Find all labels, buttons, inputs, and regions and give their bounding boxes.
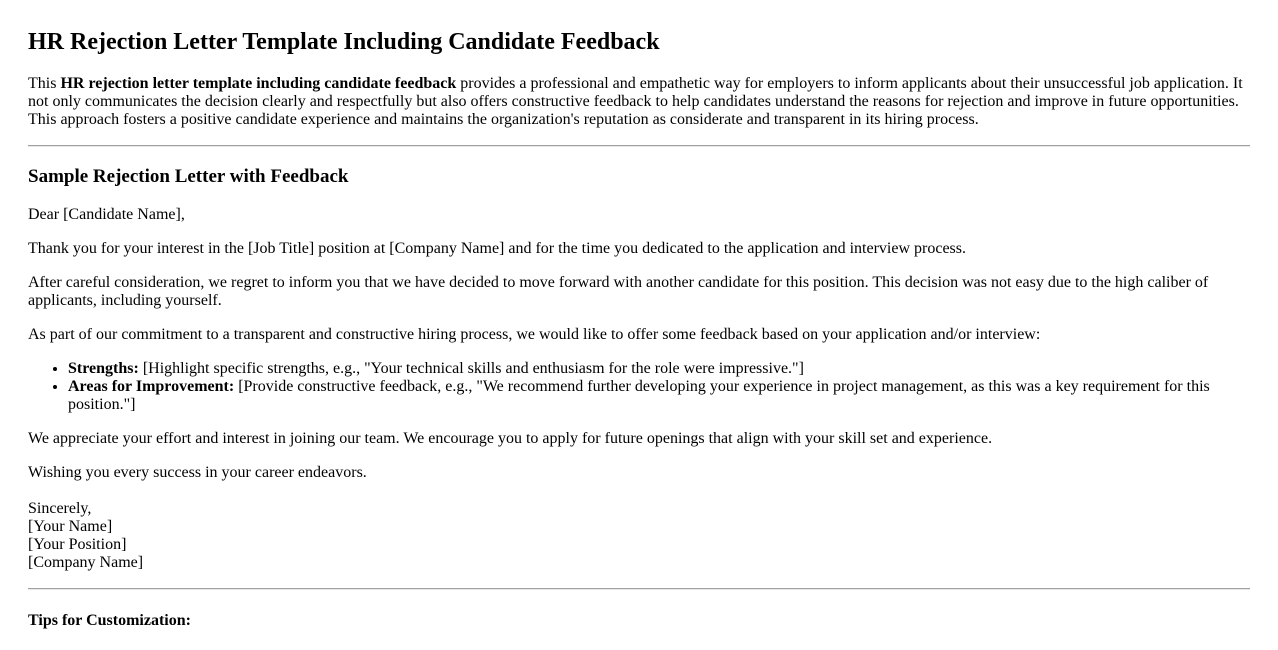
divider-top: [28, 145, 1250, 147]
intro-paragraph: [28, 75, 1250, 129]
letter-paragraph-4: We appreciate your effort and interest in joining our team. We encourage you to apply for future openings that align with your skill set and experience.: [28, 430, 993, 447]
feedback-text: [Provide constructive feedback, e.g., "We recommend further developing your experience in project management, as this was a key requirement for this position."]: [68, 378, 1210, 413]
feedback-item-improvement: [68, 378, 1250, 414]
signature-company: [Company Name]: [28, 554, 144, 571]
letter-greeting: Dear [Candidate Name],: [28, 206, 185, 223]
feedback-label: Strengths:: [68, 360, 139, 377]
letter-paragraph-1: Thank you for your interest in the [Job Title] position at [Company Name] and for the time you dedicated to the application and interview process.: [28, 240, 966, 257]
feedback-text: [Highlight specific strengths, e.g., "Your technical skills and enthusiasm for the role were impressive."]: [138, 360, 804, 377]
letter-paragraph-3: As part of our commitment to a transparent and constructive hiring process, we would like to offer some feedback based on your application and/or interview:: [28, 326, 1041, 343]
tips-heading: Tips for Customization:: [28, 612, 191, 629]
intro-bold-phrase: HR rejection letter template including candidate feedback: [60, 75, 457, 92]
feedback-label: Areas for Improvement:: [68, 378, 235, 395]
feedback-item-strengths: [68, 360, 1250, 378]
feedback-list: [28, 360, 1250, 414]
page-title: HR Rejection Letter Template Including Candidate Feedback: [28, 29, 660, 55]
sample-heading: Sample Rejection Letter with Feedback: [28, 166, 349, 187]
signature-name: [Your Name]: [28, 518, 113, 535]
divider-bottom: [28, 588, 1250, 590]
intro-text-before: This: [28, 75, 61, 92]
signature-closing: Sincerely,: [28, 500, 92, 517]
letter-signature: [28, 500, 1250, 572]
letter-paragraph-5: Wishing you every success in your career endeavors.: [28, 464, 367, 481]
intro-text-after: provides a professional and empathetic way for employers to inform applicants about their unsuccessful job application. It not only communicates the decision clearly and respectfully but also offers constructive feedback to help candidates understand the reasons for rejection and improve in future opportunities. This approach fosters a positive candidate experience and maintains the organization's reputation as considerate and transparent in its hiring process.: [28, 75, 1243, 128]
signature-position: [Your Position]: [28, 536, 127, 553]
letter-paragraph-2: After careful consideration, we regret to inform you that we have decided to move forward with another candidate for this position. This decision was not easy due to the high caliber of applicants, including yourself.: [28, 274, 1209, 309]
